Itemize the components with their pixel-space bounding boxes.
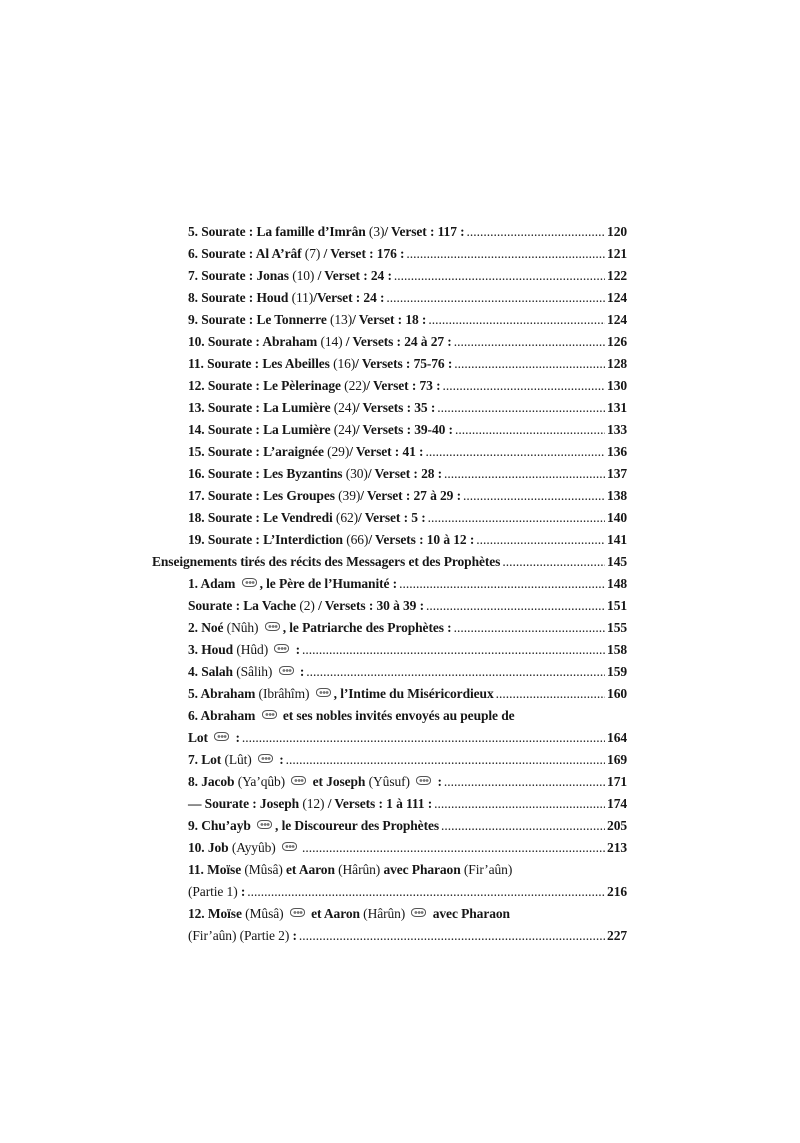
toc-text-bold: 3. Houd (188, 642, 237, 657)
toc-text-bold: / Versets : 30 à 39 : (314, 598, 424, 613)
toc-text-bold: / Verset : 27 à 29 : (360, 488, 461, 503)
toc-entry (152, 287, 627, 309)
dot-leader (467, 221, 606, 243)
toc-text-bold: / Versets : 1 à 111 : (324, 796, 433, 811)
toc-entry (152, 551, 627, 573)
dot-leader (502, 551, 605, 573)
toc-entry-line (188, 397, 627, 419)
toc-entry-line (188, 265, 627, 287)
toc-text-regular: (7) (304, 246, 321, 261)
toc-entry (152, 419, 627, 441)
dot-leader (444, 771, 605, 793)
toc-text-bold: et Aaron (282, 862, 339, 877)
dot-leader (434, 793, 605, 815)
toc-entry (152, 859, 627, 903)
toc-text-bold: : (434, 774, 442, 789)
toc-text-bold (309, 686, 312, 701)
toc-text-bold (284, 906, 287, 921)
toc-entry (152, 705, 627, 749)
page-number: 174 (607, 796, 627, 811)
toc-entry-line (188, 771, 627, 793)
toc-text-bold (410, 774, 413, 789)
toc-text-bold: , le Père de l’Humanité : (259, 576, 398, 591)
toc-text-bold: 19. Sourate : L’Interdiction (188, 532, 347, 547)
toc-text-bold: avec Pharaon (380, 862, 464, 877)
toc-text-regular: (24) (333, 422, 356, 437)
dot-leader (306, 661, 605, 683)
toc-text-bold (272, 664, 275, 679)
toc-entry-line (188, 837, 627, 859)
honorific-calligraphy-icon (262, 710, 277, 719)
toc-entry-line (188, 859, 627, 881)
toc-text-regular: (Mûsâ) (244, 862, 283, 877)
toc-entry (152, 529, 627, 551)
toc-text-bold: — Sourate : Joseph (188, 796, 303, 811)
toc-entry-line (188, 419, 627, 441)
toc-text-bold: 11. Moïse (188, 862, 245, 877)
toc-entry-title (188, 573, 397, 595)
honorific-calligraphy-icon (257, 820, 272, 829)
toc-entry-title (188, 419, 453, 441)
page-number: 120 (607, 224, 627, 239)
toc-text-bold: / Versets : 24 à 27 : (342, 334, 452, 349)
toc-entry (152, 221, 627, 243)
toc-entry-line (188, 705, 627, 727)
toc-text-regular: (Yûsuf) (368, 774, 410, 789)
toc-text-bold: / Verset : 176 : (320, 246, 405, 261)
toc-text-bold (285, 774, 288, 789)
dot-leader (299, 925, 605, 947)
toc-entry-title (188, 837, 300, 859)
toc-text-bold: avec Pharaon (429, 906, 510, 921)
toc-text-bold: et Joseph (309, 774, 369, 789)
toc-entry-title (188, 353, 452, 375)
toc-text-bold: , l’Intime du Miséricordieux (333, 686, 494, 701)
toc-entry-title (188, 617, 452, 639)
toc-entry-line (188, 375, 627, 397)
toc-text-bold: 17. Sourate : Les Groupes (188, 488, 339, 503)
dot-leader (428, 309, 605, 331)
toc-entry-title (188, 287, 384, 309)
page-number: 122 (607, 268, 627, 283)
page-number: 160 (607, 686, 627, 701)
toc-entry (152, 441, 627, 463)
page-number: 158 (607, 642, 627, 657)
toc-entry-title (188, 243, 404, 265)
dot-leader (247, 881, 605, 903)
toc-text-bold: : (275, 752, 284, 767)
toc-entry-title (188, 749, 284, 771)
toc-entry-line (188, 749, 627, 771)
toc-text-bold: 2. Noé (188, 620, 227, 635)
toc-text-regular: (Mûsâ) (245, 906, 284, 921)
honorific-calligraphy-icon (279, 666, 294, 675)
toc-text-bold: 8. Jacob (188, 774, 238, 789)
toc-text-bold: et Aaron (307, 906, 364, 921)
toc-entry-line (188, 331, 627, 353)
toc-text-bold (405, 906, 408, 921)
honorific-calligraphy-icon (411, 908, 426, 917)
toc-text-regular: (30) (345, 466, 368, 481)
toc-text-bold: 18. Sourate : Le Vendredi (188, 510, 336, 525)
toc-text-regular: (13) (330, 312, 353, 327)
toc-entry (152, 265, 627, 287)
page-number: 136 (607, 444, 627, 459)
toc-text-regular: (16) (333, 356, 356, 371)
toc-entry (152, 595, 627, 617)
dot-leader (399, 573, 605, 595)
toc-text-bold (258, 620, 261, 635)
toc-entry-line (188, 815, 627, 837)
toc-entry (152, 639, 627, 661)
toc-entry-line (188, 661, 627, 683)
toc-text-regular: (Lût) (224, 752, 252, 767)
toc-entry-title (188, 771, 442, 793)
toc-entry-line (188, 639, 627, 661)
toc-text-bold: 12. Sourate : Le Pèlerinage (188, 378, 345, 393)
toc-entry-title (188, 331, 452, 353)
toc-text-bold: : (289, 928, 297, 943)
toc-entry-title (188, 485, 461, 507)
toc-entry-line (188, 881, 627, 903)
dot-leader (426, 595, 605, 617)
page-number: 126 (607, 334, 627, 349)
toc-text-regular: (29) (327, 444, 350, 459)
toc-entry (152, 309, 627, 331)
toc-text-bold: , le Discoureur des Prophètes (275, 818, 440, 833)
toc-entry (152, 661, 627, 683)
toc-entry (152, 573, 627, 595)
honorific-calligraphy-icon (258, 754, 273, 763)
toc-entry (152, 397, 627, 419)
toc-text-regular: (10) (292, 268, 315, 283)
honorific-calligraphy-icon (316, 688, 331, 697)
toc-entry-line (188, 221, 627, 243)
dot-leader (496, 683, 605, 705)
toc-entry-title (188, 265, 392, 287)
toc-entry-line (188, 353, 627, 375)
toc-entry-title (188, 881, 245, 903)
dot-leader (302, 639, 605, 661)
dot-leader (386, 287, 605, 309)
toc-entry (152, 353, 627, 375)
page-number: 140 (607, 510, 627, 525)
toc-text-regular: (3) (368, 224, 385, 239)
toc-entry-title (188, 661, 304, 683)
page-number: 133 (607, 422, 627, 437)
toc-entry-line (188, 287, 627, 309)
toc-text-bold: / Verset : 18 : (352, 312, 427, 327)
honorific-calligraphy-icon (416, 776, 431, 785)
toc-text-regular: (Ayyûb) (231, 840, 276, 855)
toc-text-bold: / Verset : 5 : (358, 510, 426, 525)
toc-text-bold: 15. Sourate : L’araignée (188, 444, 328, 459)
toc-entry-title (188, 221, 465, 243)
page-number: 227 (607, 928, 627, 943)
page-number: 121 (607, 246, 627, 261)
toc-entry (152, 837, 627, 859)
toc-entry-title (188, 727, 240, 749)
toc-text-bold: 1. Adam (188, 576, 239, 591)
honorific-calligraphy-icon (265, 622, 280, 631)
page-number: 130 (607, 378, 627, 393)
toc-text-regular: (66) (346, 532, 369, 547)
toc-entry-title (188, 815, 439, 837)
toc-entry (152, 771, 627, 793)
page-number: 128 (607, 356, 627, 371)
toc-entry (152, 815, 627, 837)
toc-entry-title (188, 925, 297, 947)
toc-text-regular: (Hârûn) (363, 906, 406, 921)
toc-entry-title (188, 639, 300, 661)
toc-text-bold: : (292, 642, 301, 657)
toc-entry-line (188, 485, 627, 507)
dot-leader (394, 265, 605, 287)
toc-text-regular: (39) (338, 488, 361, 503)
toc-text-bold: 9. Sourate : Le Tonnerre (188, 312, 330, 327)
toc-text-bold: / Versets : 35 : (355, 400, 436, 415)
toc-entry-line (152, 551, 627, 573)
toc-entry-title (188, 375, 441, 397)
toc-text-bold (276, 840, 279, 855)
toc-entry (152, 903, 627, 947)
toc-text-bold: / Versets : 75-76 : (355, 356, 453, 371)
toc-entry-line (188, 617, 627, 639)
toc-entry-line (188, 595, 627, 617)
page-number: 169 (607, 752, 627, 767)
toc-text-bold: / Verset : 24 : (314, 268, 392, 283)
page-number: 124 (607, 312, 627, 327)
toc-text-bold: / Verset : 73 : (366, 378, 441, 393)
toc-entry-line (188, 793, 627, 815)
toc-text-regular: (Ya’qûb) (237, 774, 286, 789)
toc-entry (152, 683, 627, 705)
dot-leader (454, 331, 605, 353)
toc-text-regular: (24) (333, 400, 356, 415)
toc-entry-title (152, 551, 500, 573)
toc-text-regular: (Hûd) (236, 642, 269, 657)
toc-text-bold: / Verset : 28 : (367, 466, 443, 481)
toc-text-bold: 14. Sourate : La Lumière (188, 422, 334, 437)
toc-text-regular: (Sâlih) (236, 664, 273, 679)
toc-text-bold: / Verset : 117 : (384, 224, 465, 239)
toc-text-bold: : (237, 884, 246, 899)
toc-entry (152, 485, 627, 507)
dot-leader (454, 617, 605, 639)
dot-leader (286, 749, 605, 771)
page-number: 145 (607, 554, 627, 569)
toc-text-regular: (11) (291, 290, 314, 305)
honorific-calligraphy-icon (290, 908, 305, 917)
toc-text-regular: (Fir’aûn) (Partie 2) (188, 928, 290, 943)
toc-entry-line (188, 463, 627, 485)
toc-entry-title (188, 793, 432, 815)
dot-leader (437, 397, 605, 419)
toc-text-bold: 6. Sourate : Al A’râf (188, 246, 305, 261)
toc-text-bold: et ses nobles invités envoyés au peuple de (279, 708, 515, 723)
page-number: 137 (607, 466, 627, 481)
toc-text-regular: (Hârûn) (338, 862, 381, 877)
toc-entry (152, 749, 627, 771)
page-number: 131 (607, 400, 627, 415)
toc-entry-title (188, 507, 426, 529)
dot-leader (443, 375, 606, 397)
toc-text-bold: 13. Sourate : La Lumière (188, 400, 334, 415)
page-number: 148 (607, 576, 627, 591)
toc-entry-line (188, 529, 627, 551)
page-number: 124 (607, 290, 627, 305)
toc-text-bold: / Versets : 10 à 12 : (368, 532, 475, 547)
dot-leader (428, 507, 605, 529)
toc-entry (152, 793, 627, 815)
toc-entry (152, 375, 627, 397)
page-number: 141 (607, 532, 627, 547)
dot-leader (441, 815, 605, 837)
toc-text-bold: 5. Abraham (188, 686, 259, 701)
toc-text-bold: , le Patriarche des Prophètes : (282, 620, 452, 635)
toc-text-regular: (Ibrâhîm) (258, 686, 310, 701)
toc-text-regular: (22) (344, 378, 367, 393)
toc-entry-line (188, 243, 627, 265)
toc-entry (152, 617, 627, 639)
toc-text-regular: (62) (335, 510, 359, 525)
toc-entry-line (188, 309, 627, 331)
dot-leader (455, 419, 605, 441)
toc-text-bold: 9. Chu’ayb (188, 818, 255, 833)
toc-text-bold: Sourate : La Vache (188, 598, 300, 613)
toc-text-bold: /Verset : 24 : (313, 290, 385, 305)
honorific-calligraphy-icon (274, 644, 289, 653)
toc-text-bold (268, 642, 271, 657)
toc-entry (152, 243, 627, 265)
toc-text-bold: 7. Sourate : Jonas (188, 268, 293, 283)
toc-text-bold: / Versets : 39-40 : (355, 422, 453, 437)
toc-text-bold: 10. Sourate : Abraham (188, 334, 321, 349)
toc-entry-title (188, 529, 474, 551)
toc-text-bold: 10. Job (188, 840, 232, 855)
toc-entry-title (188, 397, 435, 419)
toc-entry-title (188, 441, 423, 463)
dot-leader (406, 243, 605, 265)
dot-leader (454, 353, 605, 375)
toc-entry-line (188, 573, 627, 595)
honorific-calligraphy-icon (242, 578, 257, 587)
toc-entry-title (188, 862, 512, 877)
toc-text-regular: (2) (299, 598, 315, 613)
toc-text-regular: (Fir’aûn) (463, 862, 513, 877)
toc-text-bold: 5. Sourate : La famille d’Imrân (188, 224, 369, 239)
page-number: 205 (607, 818, 627, 833)
toc-entry-line (188, 683, 627, 705)
toc-entry-title (188, 683, 494, 705)
page-number: 213 (607, 840, 627, 855)
toc-text-bold: 12. Moïse (188, 906, 246, 921)
honorific-calligraphy-icon (214, 732, 229, 741)
page-number: 155 (607, 620, 627, 635)
toc-text-bold: 11. Sourate : Les Abeilles (188, 356, 334, 371)
honorific-calligraphy-icon (291, 776, 306, 785)
toc-text-bold: 7. Lot (188, 752, 225, 767)
toc-text-regular: (14) (320, 334, 343, 349)
toc-text-regular: (12) (302, 796, 325, 811)
honorific-calligraphy-icon (282, 842, 297, 851)
toc-text-bold: / Verset : 41 : (349, 444, 424, 459)
dot-leader (476, 529, 605, 551)
toc-entry-title (188, 708, 515, 723)
toc-entry-line (188, 727, 627, 749)
dot-leader (302, 837, 605, 859)
toc-text-bold: 8. Sourate : Houd (188, 290, 292, 305)
toc-entry (152, 507, 627, 529)
dot-leader (425, 441, 605, 463)
toc-entry-line (188, 903, 627, 925)
toc-entry (152, 331, 627, 353)
toc-entry-line (188, 441, 627, 463)
page-number: 151 (607, 598, 627, 613)
toc-entry-title (188, 463, 442, 485)
toc-text-bold: 16. Sourate : Les Byzantins (188, 466, 346, 481)
page-number: 138 (607, 488, 627, 503)
dot-leader (463, 485, 605, 507)
toc-text-bold: 4. Salah (188, 664, 237, 679)
toc-text-bold: Enseignements tirés des récits des Messagers et des Prophètes (152, 554, 501, 569)
toc-entry-line (188, 507, 627, 529)
page-number: 216 (607, 884, 627, 899)
toc-text-bold (252, 752, 255, 767)
toc-text-bold: Lot (188, 730, 212, 745)
page-number: 159 (607, 664, 627, 679)
toc-entry (152, 463, 627, 485)
page-number: 164 (607, 730, 627, 745)
toc-text-bold: 6. Abraham (188, 708, 259, 723)
page-number: 171 (607, 774, 627, 789)
toc-entry-line (188, 925, 627, 947)
toc-text-bold: : (232, 730, 240, 745)
dot-leader (444, 463, 605, 485)
toc-entry-title (188, 595, 424, 617)
toc-text-regular: (Partie 1) (188, 884, 238, 899)
toc-text-regular: (Nûh) (226, 620, 259, 635)
table-of-contents (152, 221, 627, 947)
toc-text-bold: : (296, 664, 305, 679)
dot-leader (242, 727, 605, 749)
toc-entry-title (188, 906, 510, 921)
toc-entry-title (188, 309, 426, 331)
